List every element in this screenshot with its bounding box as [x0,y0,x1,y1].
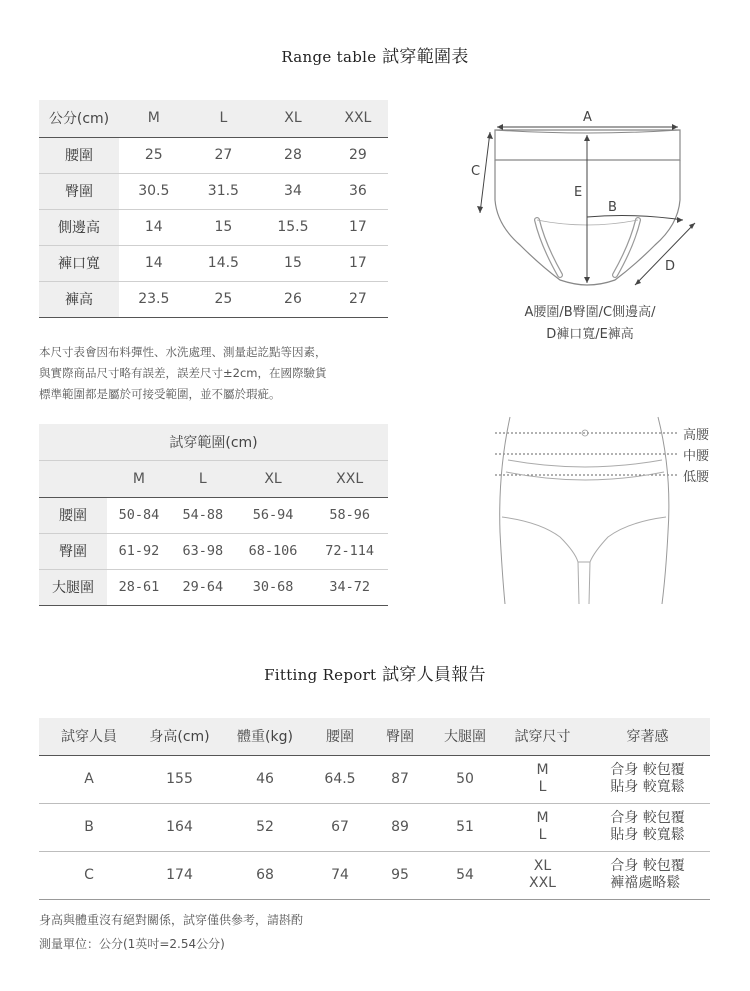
table-cell: 30.5 [138,183,170,199]
measurement-diagram [465,105,715,300]
table-cell: 15.5 [277,219,309,235]
high-waist-label: 高腰 [683,428,710,443]
waistband-top [508,460,662,467]
body-right-edge [658,417,669,604]
table-row [39,245,388,281]
size-primary: M [536,762,549,778]
size-header: L [198,470,207,487]
label-c: C [471,164,481,179]
size-note [39,342,399,405]
table-cell: 27 [348,291,367,307]
column-header: 腰圍 [326,729,354,746]
weight-cell: 52 [256,819,274,835]
label-a: A [583,110,592,125]
waist-height-diagram [490,412,680,607]
caption-line: A腰圍/B臀圍/C側邊高/ [524,305,656,320]
diagram-caption [470,302,710,346]
person-cell: A [84,771,94,787]
brief-leg-line [502,517,666,562]
table-cell: 50-84 [118,507,160,523]
column-header: 大腿圍 [444,729,486,746]
person-cell: B [84,819,94,835]
mid-waist-label: 中腰 [683,449,710,464]
table-cell: 30-68 [252,579,294,595]
thigh-cell: 50 [456,771,474,787]
size-cell [500,755,585,803]
size-header: XL [284,110,302,127]
arrow-c [480,132,490,213]
row-label: 側邊高 [39,209,119,245]
table-row [39,497,388,533]
table-cell: 17 [348,219,367,235]
waist-cell: 64.5 [324,771,356,787]
size-cell [500,803,585,851]
row-label: 腰圍 [39,497,107,533]
feel-secondary: 貼身 較寬鬆 [610,779,685,795]
height-cell: 164 [166,819,193,835]
table-cell: 72-114 [325,543,375,559]
table-header-row [39,460,388,497]
report-title-zh: 試穿人員報告 [382,665,486,685]
table-cell: 28 [284,147,302,163]
inner-leg-right [589,562,590,604]
weight-cell: 46 [256,771,274,787]
low-waist-label: 低腰 [683,470,710,485]
label-e: E [574,185,583,200]
table-cell: 54-88 [182,507,224,523]
row-label: 大腿圍 [39,569,107,605]
body-left-edge [500,417,510,604]
table-row [39,803,710,851]
column-header: 身高(cm) [149,729,210,746]
feel-secondary: 褲襠處略鬆 [610,875,681,891]
feel-primary: 合身 較包覆 [610,858,685,874]
feel-cell [585,851,710,899]
table-row [39,533,388,569]
report-title-en: Fitting Report [264,666,377,684]
waist-cell: 74 [331,867,349,883]
fitting-report-table [39,718,710,900]
column-header: 試穿尺寸 [514,729,571,746]
size-header: L [219,110,228,127]
feel-primary: 合身 較包覆 [610,762,685,778]
table-cell: 68-106 [248,543,298,559]
table-cell: 63-98 [182,543,224,559]
table-cell: 28-61 [118,579,160,595]
table-cell: 31.5 [207,183,239,199]
size-header: XXL [336,470,364,487]
height-cell: 174 [166,867,193,883]
size-cell [500,851,585,899]
note-line: 與實際商品尺寸略有誤差，誤差尺寸±2cm，在國際驗貨 [39,366,327,380]
hip-cell: 87 [391,771,409,787]
table-cell: 14.5 [207,255,239,271]
size-header: XL [264,470,282,487]
size-header: M [132,470,145,487]
arrow-b [587,216,683,220]
row-label: 臀圍 [39,533,107,569]
waistband-bottom [506,472,664,480]
table-row [39,281,388,317]
footer-note: 身高與體重沒有絕對關係，試穿僅供參考，請斟酌 [39,913,304,927]
table-cell: 25 [144,147,163,163]
table-cell: 56-94 [252,507,294,523]
size-primary: M [536,810,549,826]
arrow-d [635,223,695,285]
waist-cell: 67 [331,819,349,835]
feel-primary: 合身 較包覆 [610,810,685,826]
table-cell: 29-64 [182,579,224,595]
table-cell: 23.5 [138,291,170,307]
inner-leg-left [578,562,579,604]
table-cell: 27 [214,147,233,163]
table-cell: 15 [214,219,233,235]
thigh-cell: 54 [456,867,474,883]
table-row [39,569,388,605]
table-cell: 29 [348,147,367,163]
label-b: B [608,200,617,215]
row-label: 腰圍 [39,137,119,173]
size-secondary: L [538,827,547,843]
range-title-en: Range table [281,48,377,66]
feel-cell [585,803,710,851]
weight-cell: 68 [256,867,274,883]
column-header: 穿著感 [626,729,669,746]
try-table-caption: 試穿範圍(cm) [169,434,258,451]
feel-secondary: 貼身 較寬鬆 [610,827,685,843]
table-caption-row [39,424,388,460]
table-header-row [39,718,710,755]
table-cell: 25 [214,291,233,307]
size-secondary: XXL [529,875,556,891]
range-table-title [0,42,750,67]
table-row [39,851,710,899]
table-cell: 14 [144,255,163,271]
table-row [39,173,388,209]
feel-cell [585,755,710,803]
note-line: 標準範圍都是屬於可接受範圍，並不屬於瑕疵。 [39,387,281,401]
column-header: 臀圍 [386,729,414,746]
row-label: 臀圍 [39,173,119,209]
range-title-zh: 試穿範圍表 [382,47,469,67]
label-d: D [665,259,676,274]
table-header-row [39,100,388,137]
table-cell: 17 [348,255,367,271]
empty-header [39,460,107,497]
row-label: 褲口寬 [39,245,119,281]
table-cell: 15 [284,255,302,271]
person-cell: C [84,867,94,883]
table-row [39,755,710,803]
hip-cell: 95 [391,867,409,883]
table-cell: 34-72 [329,579,370,595]
corner-label: 公分(cm) [48,111,110,128]
size-range-table [39,100,388,318]
size-header: M [147,110,160,127]
fitting-report-title [0,660,750,685]
table-cell: 58-96 [329,507,370,523]
height-cell: 155 [166,771,193,787]
note-line: 本尺寸表會因布料彈性、水洗處理、測量起訖點等因素， [39,345,327,359]
table-cell: 36 [348,183,367,199]
table-cell: 14 [144,219,163,235]
thigh-cell: 51 [456,819,474,835]
table-row [39,137,388,173]
try-on-range-table [39,424,388,606]
caption-line: D褲口寬/E褲高 [546,327,634,342]
size-primary: XL [533,858,552,874]
size-secondary: L [538,779,547,795]
column-header: 體重(kg) [237,729,293,746]
size-header: XXL [344,110,372,127]
hip-cell: 89 [391,819,409,835]
table-cell: 61-92 [118,543,160,559]
row-label: 褲高 [39,281,119,317]
table-cell: 26 [284,291,302,307]
table-row [39,209,388,245]
measurement-unit-note: 測量單位：公分(1英吋=2.54公分) [39,937,225,951]
column-header: 試穿人員 [61,729,117,746]
table-cell: 34 [284,183,302,199]
